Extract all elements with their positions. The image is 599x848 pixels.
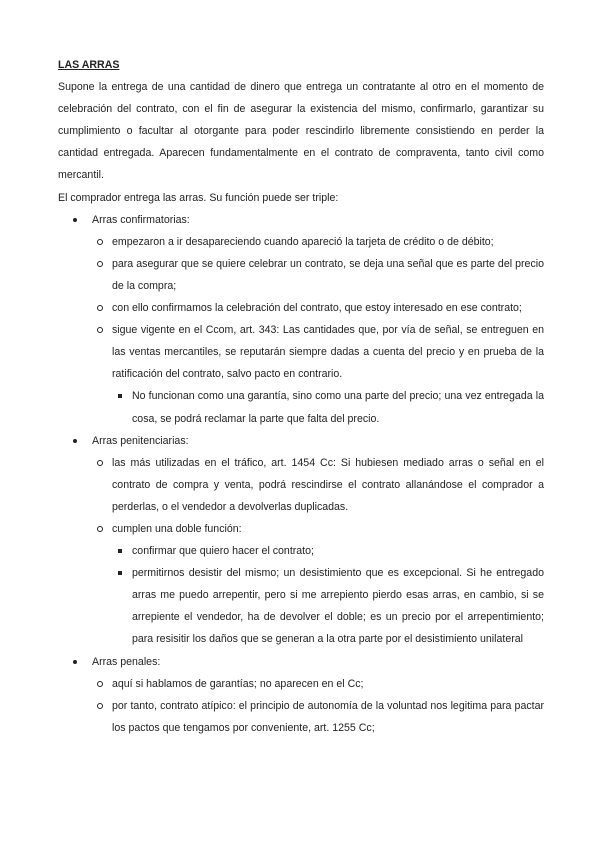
bullet-disc-icon — [70, 430, 80, 452]
list-item-penitenciarias — [58, 430, 544, 651]
sublist — [92, 231, 544, 430]
document-title: LAS ARRAS — [58, 59, 120, 71]
bullet-circle-icon — [92, 231, 108, 253]
sublist — [92, 673, 544, 739]
list-item-text: aquí si hablamos de garantías; no aparecen en el Cc; — [112, 677, 364, 690]
list-item — [92, 297, 544, 319]
list-item — [92, 253, 544, 297]
sub-sublist — [112, 385, 544, 429]
arras-types-list — [58, 209, 544, 739]
list-item-text: permitirnos desistir del mismo; un desistimiento que es excepcional. Si he entregado arras me puedo arrepentir, pero si me arrepiento pierdo esas arras, en cambio, si se arrepiente el vendedor, ha de devolver el doble; es un precio por el arrepentimiento; para resisitir los daños que se generan a la otra parte por el desistimiento unilateral — [132, 567, 544, 646]
bullet-disc-icon — [70, 651, 80, 673]
list-item — [92, 695, 544, 739]
bullet-circle-icon — [92, 253, 108, 275]
lead-paragraph: El comprador entrega las arras. Su función puede ser triple: — [58, 191, 339, 204]
list-item — [92, 518, 544, 651]
list-item-text: por tanto, contrato atípico: el principio de autonomía de la voluntad nos legitima para pactar los pactos que tengamos por conveniente, art. 1255 Cc; — [112, 699, 544, 734]
sublist — [92, 452, 544, 651]
list-item-text: con ello confirmamos la celebración del contrato, que estoy interesado en ese contrato; — [112, 302, 522, 315]
section-heading: Arras confirmatorias: — [92, 213, 190, 226]
document-page — [58, 54, 544, 739]
bullet-square-icon — [112, 385, 128, 407]
bullet-circle-icon — [92, 452, 108, 474]
section-heading: Arras penales: — [92, 655, 161, 668]
list-item — [92, 231, 544, 253]
list-item-text: para asegurar que se quiere celebrar un contrato, se deja una señal que es parte del precio de la compra; — [112, 257, 544, 292]
sub-sublist — [112, 540, 544, 650]
bullet-square-icon — [112, 540, 128, 562]
list-item-text: No funcionan como una garantía, sino como una parte del precio; una vez entregada la cosa, se podrá reclamar la parte que falta del precio. — [132, 390, 544, 425]
list-item — [112, 385, 544, 429]
bullet-circle-icon — [92, 518, 108, 540]
list-item — [92, 452, 544, 518]
bullet-circle-icon — [92, 297, 108, 319]
list-item-confirmatorias — [58, 209, 544, 430]
bullet-circle-icon — [92, 673, 108, 695]
list-item-text: las más utilizadas en el tráfico, art. 1454 Cc: Si hubiesen mediado arras o señal en el contrato de compra y venta, podrá rescindirse el contrato allanándose el comprador a perderlas, o el vendedor a devolverlas duplicadas. — [112, 456, 544, 513]
list-item — [112, 562, 544, 650]
list-item — [112, 540, 544, 562]
list-item-text: confirmar que quiero hacer el contrato; — [132, 545, 314, 558]
bullet-square-icon — [112, 562, 128, 584]
list-item-text: cumplen una doble función: — [112, 522, 242, 535]
list-item — [92, 673, 544, 695]
bullet-circle-icon — [92, 695, 108, 717]
intro-paragraph: Supone la entrega de una cantidad de dinero que entrega un contratante al otro en el momento de celebración del contrato, con el fin de asegurar la existencia del mismo, confirmarlo, garantizar su cumplimiento o facultar al otorgante para poder rescindirlo libremente consistiendo en perder la cantidad entregada. Aparecen fundamentalmente en el contrato de compraventa, tanto civil como mercantil. — [58, 81, 544, 182]
list-item-penales — [58, 651, 544, 739]
bullet-circle-icon — [92, 319, 108, 341]
list-item — [92, 319, 544, 429]
bullet-disc-icon — [70, 209, 80, 231]
list-item-text: empezaron a ir desapareciendo cuando apareció la tarjeta de crédito o de débito; — [112, 235, 494, 248]
section-heading: Arras penitenciarias: — [92, 434, 189, 447]
list-item-text: sigue vigente en el Ccom, art. 343: Las cantidades que, por vía de señal, se entreguen en las ventas mercantiles, se reputarán siempre dadas a cuenta del precio y en prueba de la ratificación del contrato, salvo pacto en contrario. — [112, 324, 544, 381]
